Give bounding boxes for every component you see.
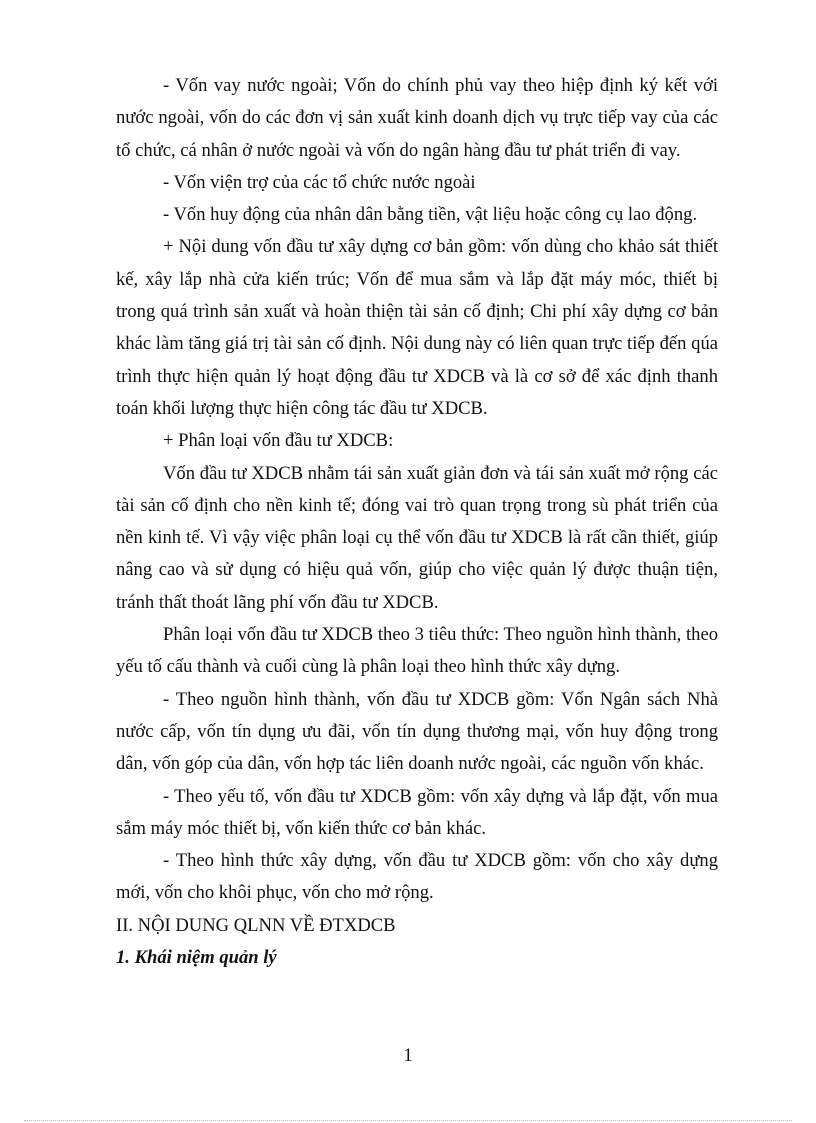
paragraph-classification-criteria: Phân loại vốn đầu tư XDCB theo 3 tiêu thức: Theo nguồn hình thành, theo yếu tố cấu thành và cuối cùng là phân loại theo hình thức xây dựng. bbox=[116, 624, 718, 678]
paragraph-by-construction-form: - Theo hình thức xây dựng, vốn đầu tư XDCB gồm: vốn cho xây dựng mới, vốn cho khôi phục, vốn cho mở rộng. bbox=[116, 850, 718, 904]
paragraph-classification-purpose: Vốn đầu tư XDCB nhằm tái sản xuất giản đơn và tái sản xuất mở rộng các tài sản cố định cho nền kinh tế; đóng vai trò quan trọng trong sù phát triển của nền kinh tế. Vì vậy việc phân loại cụ thể vốn đầu tư XDCB là rất cần thiết, giúp nâng cao và sử dụng có hiệu quả vốn, giúp cho việc quản lý được thuận tiện, tránh thất thoát lãng phí vốn đầu tư XDCB. bbox=[116, 462, 718, 613]
paragraph-classification-title: + Phân loại vốn đầu tư XDCB: bbox=[163, 430, 394, 452]
paragraph-investment-content: + Nội dung vốn đầu tư xây dựng cơ bản gồm: vốn dùng cho khảo sát thiết kế, xây lắp nhà cửa kiến trúc; Vốn để mua sắm và lắp đặt máy móc, thiết bị trong quá trình sản xuất và hoàn thiện tài sản cố định; Chi phí xây dựng cơ bản khác làm tăng giá trị tài sản cố định. Nội dung này có liên quan trực tiếp đến qúa trình thực hiện quản lý hoạt động đầu tư XDCB và là cơ sở để xác định thanh toán khối lượng thực hiện công tác đầu tư XDCB. bbox=[116, 236, 718, 419]
paragraph-by-factor: - Theo yếu tố, vốn đầu tư XDCB gồm: vốn xây dựng và lắp đặt, vốn mua sắm máy móc thiết bị, vốn kiến thức cơ bản khác. bbox=[116, 785, 718, 839]
paragraph-foreign-loans: - Vốn vay nước ngoài; Vốn do chính phủ vay theo hiệp định ký kết với nước ngoài, vốn do các đơn vị sản xuất kinh doanh dịch vụ trực tiếp vay của các tổ chức, cá nhân ở nước ngoài và vốn do ngân hàng đầu tư phát triển đi vay. bbox=[116, 75, 718, 161]
paragraph-public-mobilization: - Vốn huy động của nhân dân bằng tiền, vật liệu hoặc công cụ lao động. bbox=[163, 204, 698, 226]
page-number: 1 bbox=[403, 1045, 413, 1066]
page-bottom-border bbox=[24, 1120, 792, 1121]
body-text bbox=[116, 70, 718, 974]
section-heading: II. NỘI DUNG QLNN VỀ ĐTXDCB bbox=[116, 914, 396, 936]
subsection-heading: 1. Khái niệm quản lý bbox=[116, 947, 277, 969]
paragraph-foreign-aid: - Vốn viện trợ của các tổ chức nước ngoài bbox=[163, 171, 476, 193]
paragraph-by-source: - Theo nguồn hình thành, vốn đầu tư XDCB gồm: Vốn Ngân sách Nhà nước cấp, vốn tín dụng ưu đãi, vốn tín dụng thương mại, vốn huy động trong dân, vốn góp của dân, vốn hợp tác liên doanh nước ngoài, các nguồn vốn khác. bbox=[116, 688, 718, 775]
